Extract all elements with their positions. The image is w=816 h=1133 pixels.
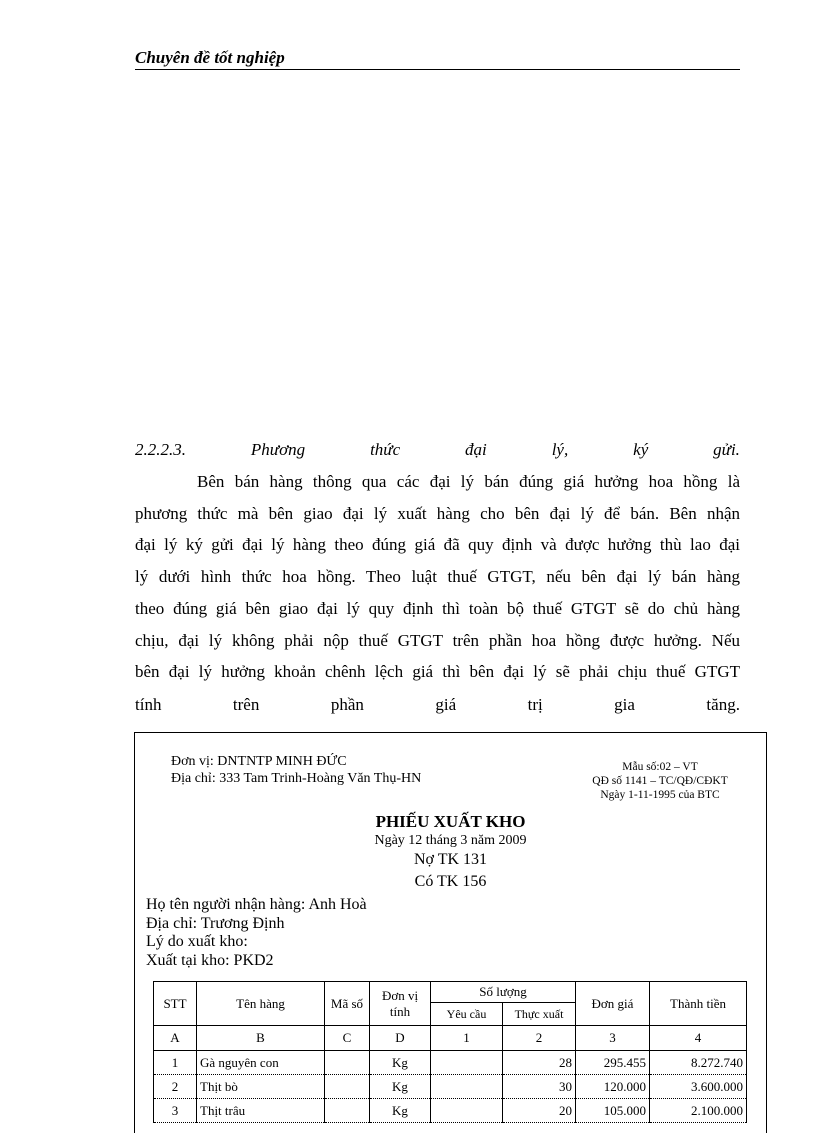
- letter-cell: 3: [576, 1026, 650, 1051]
- header-amount: Thành tiền: [650, 982, 747, 1026]
- heading-word: 2.2.2.3.: [135, 440, 186, 459]
- form-title: PHIẾU XUẤT KHO: [375, 812, 526, 831]
- header-quantity: Số lượng: [431, 982, 576, 1003]
- heading-word: đại: [465, 440, 487, 459]
- form-code-block: [570, 760, 750, 802]
- heading-word: ký: [633, 440, 649, 459]
- last-line-word: trên: [232, 695, 260, 714]
- cell-unit: Kg: [370, 1051, 431, 1075]
- cell-price: 120.000: [576, 1075, 650, 1099]
- cell-unit: Kg: [370, 1075, 431, 1099]
- table-letter-row: [154, 1026, 747, 1051]
- unit-name: Đơn vị: DNTNTP MINH ĐỨC: [171, 754, 347, 769]
- table-header-row: [154, 982, 747, 1003]
- letter-cell: C: [325, 1026, 370, 1051]
- form-code-line: Ngày 1-11-1995 của BTC: [600, 789, 720, 801]
- form-unit-block: [171, 753, 421, 787]
- last-line-word: phần: [330, 695, 364, 714]
- form-code-line: Mẫu số:02 – VT: [622, 761, 698, 773]
- table-row: [154, 1099, 747, 1123]
- cell-stt: 2: [154, 1075, 197, 1099]
- paragraph-line: đại lý ký gửi đại lý hàng theo đúng giá đã quy định và được hưởng thù lao đại: [135, 535, 740, 555]
- header-qty-actual: Thực xuất: [503, 1003, 576, 1026]
- header-name: Tên hàng: [197, 982, 325, 1026]
- letter-cell: B: [197, 1026, 325, 1051]
- cell-code: [325, 1051, 370, 1075]
- cell-qty-requested: [431, 1051, 503, 1075]
- letter-cell: D: [370, 1026, 431, 1051]
- receiver-address: Địa chỉ: Trương Định: [146, 914, 285, 932]
- paragraph-line: lý dưới hình thức hoa hồng. Theo luật thuế GTGT, nếu bên đại lý bán hàng: [135, 567, 740, 587]
- credit-account: Có TK 156: [414, 873, 487, 890]
- table-row: [154, 1051, 747, 1075]
- receiver-block: [146, 896, 367, 970]
- form-code-line: QĐ số 1141 – TC/QĐ/CĐKT: [592, 775, 728, 787]
- cell-name: Gà nguyên con: [197, 1051, 325, 1075]
- table-row: [154, 1075, 747, 1099]
- cell-qty-actual: 30: [503, 1075, 576, 1099]
- cell-qty-actual: 28: [503, 1051, 576, 1075]
- form-title-block: [135, 811, 766, 893]
- section-heading: [135, 440, 740, 460]
- header-title: Chuyên đề tốt nghiệp: [135, 48, 285, 67]
- cell-qty-requested: [431, 1075, 503, 1099]
- last-line-word: trị: [527, 695, 543, 714]
- header-price: Đơn giá: [576, 982, 650, 1026]
- cell-stt: 1: [154, 1051, 197, 1075]
- header-qty-requested: Yêu cầu: [431, 1003, 503, 1026]
- last-line-word: tính: [135, 695, 162, 714]
- debit-account: Nợ TK 131: [413, 851, 488, 868]
- issue-reason: Lý do xuất kho:: [146, 933, 248, 950]
- cell-code: [325, 1075, 370, 1099]
- last-line-word: giá: [435, 695, 457, 714]
- heading-word: gửi.: [713, 440, 740, 459]
- issue-warehouse: Xuất tại kho: PKD2: [146, 951, 274, 969]
- cell-name: Thịt trâu: [197, 1099, 325, 1123]
- paragraph-line: theo đúng giá bên giao đại lý quy định thì toàn bộ thuế GTGT sẽ do chủ hàng: [135, 598, 740, 618]
- cell-price: 295.455: [576, 1051, 650, 1075]
- paragraph-last-line: [135, 695, 740, 715]
- header-stt: STT: [154, 982, 197, 1026]
- cell-qty-requested: [431, 1099, 503, 1123]
- cell-price: 105.000: [576, 1099, 650, 1123]
- heading-word: lý,: [551, 440, 569, 459]
- paragraph-line: bên đại lý hưởng khoản chênh lệch giá thì bên đại lý sẽ phải chịu thuế GTGT: [135, 662, 740, 682]
- letter-cell: 1: [431, 1026, 503, 1051]
- page-header: [135, 48, 740, 70]
- last-line-word: tăng.: [706, 695, 740, 714]
- cell-amount: 2.100.000: [650, 1099, 747, 1123]
- letter-cell: 4: [650, 1026, 747, 1051]
- cell-amount: 8.272.740: [650, 1051, 747, 1075]
- header-code: Mã số: [325, 982, 370, 1026]
- cell-amount: 3.600.000: [650, 1075, 747, 1099]
- last-line-word: gia: [614, 695, 635, 714]
- heading-word: thức: [370, 440, 401, 459]
- unit-address: Địa chỉ: 333 Tam Trinh-Hoàng Văn Thụ-HN: [171, 771, 422, 786]
- cell-name: Thịt bò: [197, 1075, 325, 1099]
- items-table: [153, 981, 747, 1123]
- header-unit: Đơn vị tính: [370, 982, 431, 1026]
- cell-stt: 3: [154, 1099, 197, 1123]
- receipt-form: [134, 732, 767, 1133]
- cell-qty-actual: 20: [503, 1099, 576, 1123]
- paragraph-line: phương thức mà bên giao đại lý xuất hàng cho bên đại lý để bán. Bên nhận: [135, 503, 740, 523]
- section-paragraph: [135, 466, 740, 688]
- paragraph-line: chịu, đại lý không phải nộp thuế GTGT trên phần hoa hồng được hưởng. Nếu: [135, 630, 740, 650]
- cell-unit: Kg: [370, 1099, 431, 1123]
- cell-code: [325, 1099, 370, 1123]
- form-date: Ngày 12 tháng 3 năm 2009: [374, 833, 527, 848]
- letter-cell: 2: [503, 1026, 576, 1051]
- heading-word: Phương: [250, 440, 306, 459]
- letter-cell: A: [154, 1026, 197, 1051]
- paragraph-line: Bên bán hàng thông qua các đại lý bán đúng giá hưởng hoa hồng là: [197, 472, 740, 491]
- receiver-name: Họ tên người nhận hàng: Anh Hoà: [146, 896, 367, 913]
